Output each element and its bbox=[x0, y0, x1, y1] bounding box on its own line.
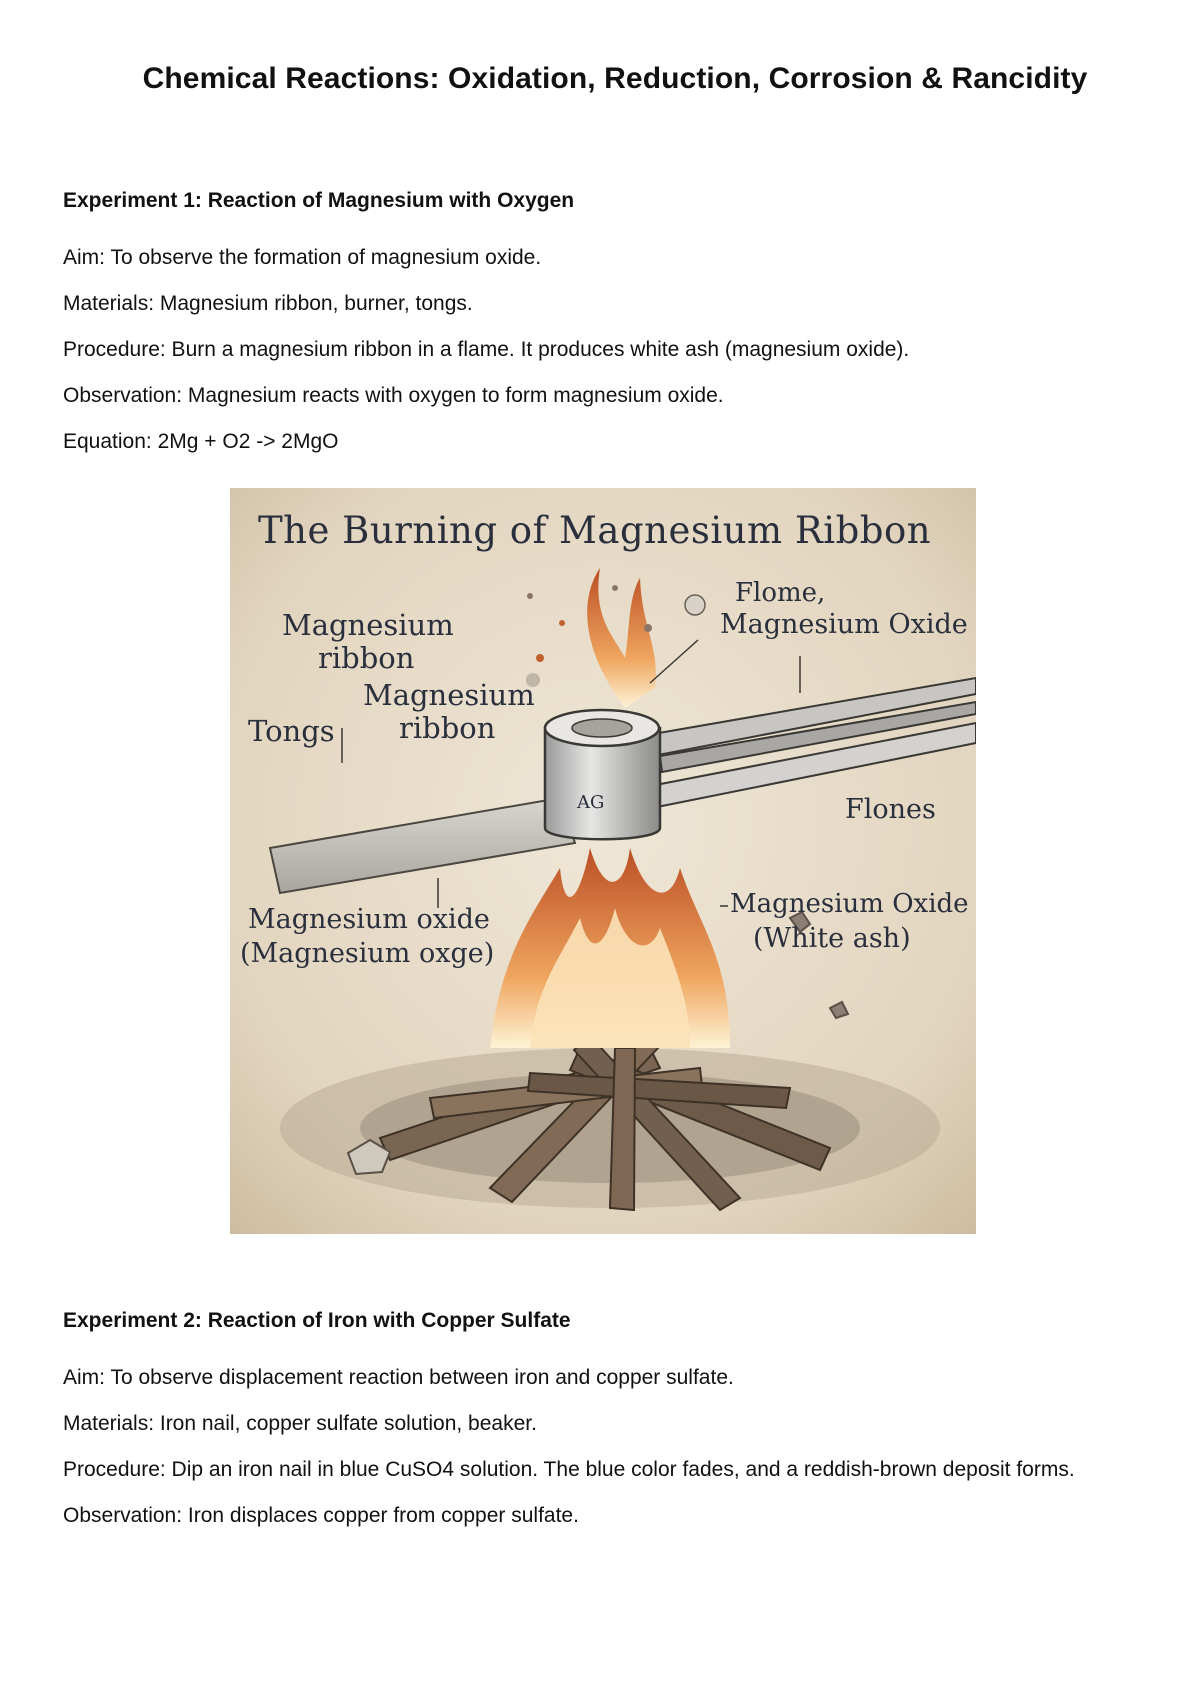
label-magnesium-ribbon-2a: Magnesium bbox=[363, 678, 535, 712]
experiment-2-section bbox=[63, 1307, 1143, 1539]
experiment-1-equation: Equation: 2Mg + O2 -> 2MgO bbox=[63, 430, 339, 453]
magnesium-block bbox=[545, 710, 660, 839]
experiment-2-procedure: Procedure: Dip an iron nail in blue CuSO4 solution. The blue color fades, and a reddish-brown deposit forms. bbox=[63, 1458, 1075, 1481]
experiment-1-materials: Materials: Magnesium ribbon, burner, tongs. bbox=[63, 292, 473, 315]
page-title: Chemical Reactions: Oxidation, Reduction, Corrosion & Rancidity bbox=[142, 62, 1088, 95]
ag-block-label: AG bbox=[577, 792, 605, 813]
experiment-1-section bbox=[63, 187, 1143, 465]
label-magnesium-ribbon-2b: ribbon bbox=[399, 711, 496, 745]
experiment-1-procedure: Procedure: Burn a magnesium ribbon in a flame. It produces white ash (magnesium oxide). bbox=[63, 338, 910, 361]
experiment-2-heading: Experiment 2: Reaction of Iron with Copper Sulfate bbox=[63, 1309, 571, 1332]
label-oxide-left-2: (Magnesium oxge) bbox=[240, 938, 495, 969]
label-oxide-right-2: (White ash) bbox=[753, 923, 911, 954]
label-flones: Flones bbox=[845, 794, 936, 825]
label-tongs: Tongs bbox=[248, 714, 335, 748]
label-flame-2: Magnesium Oxide bbox=[720, 609, 968, 640]
illustration-title: The Burning of Magnesium Ribbon bbox=[258, 509, 932, 552]
label-flame-1: Flome, bbox=[735, 578, 826, 608]
experiment-1-heading: Experiment 1: Reaction of Magnesium with Oxygen bbox=[63, 189, 575, 212]
experiment-1-aim: Aim: To observe the formation of magnesium oxide. bbox=[63, 246, 542, 269]
label-magnesium-ribbon-1b: ribbon bbox=[318, 641, 415, 675]
experiment-2-observation: Observation: Iron displaces copper from copper sulfate. bbox=[63, 1504, 579, 1527]
label-magnesium-ribbon-1a: Magnesium bbox=[282, 608, 454, 642]
illustration-svg bbox=[230, 488, 976, 1234]
label-oxide-right-1: Magnesium Oxide bbox=[730, 889, 969, 919]
label-oxide-left-1: Magnesium oxide bbox=[248, 904, 490, 935]
experiment-2-aim: Aim: To observe displacement reaction between iron and copper sulfate. bbox=[63, 1366, 734, 1389]
magnesium-burning-illustration bbox=[230, 488, 976, 1234]
experiment-2-materials: Materials: Iron nail, copper sulfate solution, beaker. bbox=[63, 1412, 537, 1435]
experiment-1-observation: Observation: Magnesium reacts with oxygen to form magnesium oxide. bbox=[63, 384, 724, 407]
